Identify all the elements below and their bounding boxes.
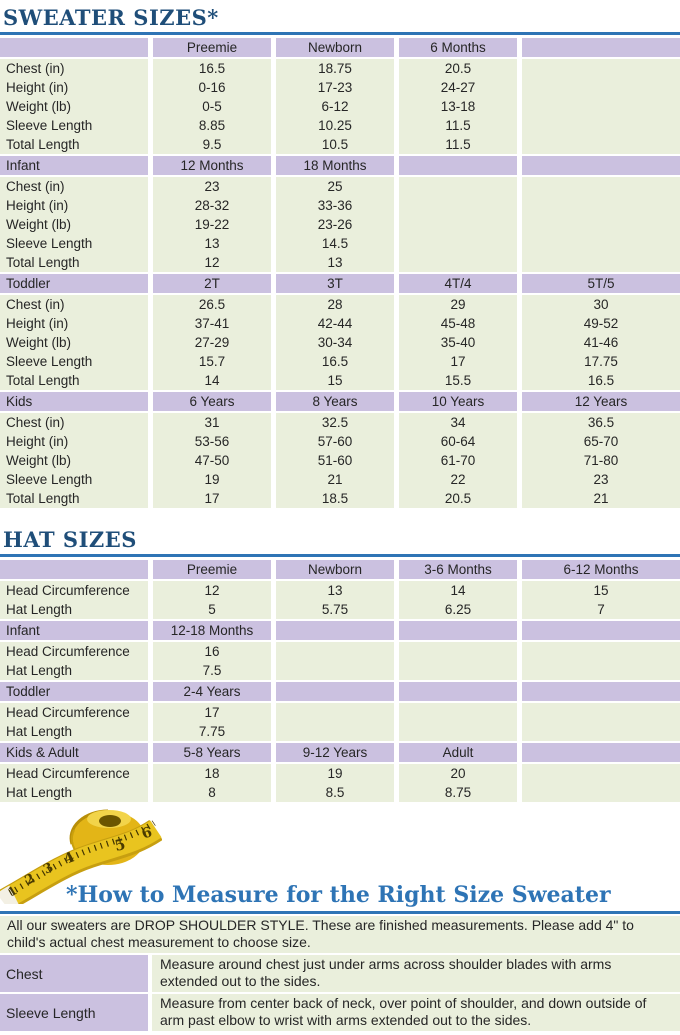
- intro-text: All our sweaters are DROP SHOULDER STYLE. These are finished measurements. Please add 4" to child's actual chest measurement to choose size.: [0, 916, 680, 953]
- value-cell: 20.5: [399, 489, 517, 508]
- column-header-cell: [522, 682, 680, 701]
- row-label-cell: Height (in): [0, 78, 148, 97]
- value-cell: 8.75: [399, 783, 517, 802]
- value-cell: 13: [276, 581, 394, 600]
- hat-size-table: [0, 560, 680, 802]
- value-cell: 49-52: [522, 314, 680, 333]
- section-label-cell: Infant: [0, 156, 148, 175]
- row-label-cell: Height (in): [0, 196, 148, 215]
- row-label-cell: Chest (in): [0, 59, 148, 78]
- value-cell: 13: [276, 253, 394, 272]
- value-cell: 37-41: [153, 314, 271, 333]
- column-header-cell: Newborn: [276, 560, 394, 579]
- table-row: [0, 78, 680, 97]
- value-cell: [522, 642, 680, 661]
- value-cell: 13-18: [399, 97, 517, 116]
- table-row: [0, 642, 680, 661]
- column-header-cell: [276, 621, 394, 640]
- value-cell: 17: [153, 703, 271, 722]
- value-cell: 8.85: [153, 116, 271, 135]
- value-cell: 65-70: [522, 432, 680, 451]
- value-cell: 45-48: [399, 314, 517, 333]
- value-cell: 24-27: [399, 78, 517, 97]
- tape-measure-image: [0, 804, 162, 904]
- column-header-cell: [399, 682, 517, 701]
- table-row: [0, 295, 680, 314]
- value-cell: 11.5: [399, 116, 517, 135]
- value-cell: [276, 642, 394, 661]
- row-label-cell: Total Length: [0, 253, 148, 272]
- section-label-cell: Kids: [0, 392, 148, 411]
- measure-row-label: Chest: [0, 955, 148, 992]
- value-cell: [399, 661, 517, 680]
- value-cell: 29: [399, 295, 517, 314]
- value-cell: 34: [399, 413, 517, 432]
- column-header-cell: 2T: [153, 274, 271, 293]
- table-section-header-row: [0, 156, 680, 175]
- value-cell: 17.75: [522, 352, 680, 371]
- value-cell: 17-23: [276, 78, 394, 97]
- row-label-cell: Sleeve Length: [0, 116, 148, 135]
- tape-number: 5: [113, 835, 128, 855]
- value-cell: 8.5: [276, 783, 394, 802]
- value-cell: [399, 177, 517, 196]
- row-label-cell: Total Length: [0, 371, 148, 390]
- table-row: [0, 600, 680, 619]
- row-label-cell: Head Circumference: [0, 703, 148, 722]
- column-header-cell: 5-8 Years: [153, 743, 271, 762]
- section-label-cell: [0, 38, 148, 57]
- tape-number: 6: [139, 824, 155, 843]
- value-cell: 20.5: [399, 59, 517, 78]
- tape-number: 2: [22, 870, 38, 889]
- value-cell: 23: [522, 470, 680, 489]
- row-label-cell: Chest (in): [0, 295, 148, 314]
- measure-row-text: Measure around chest just under arms across shoulder blades with arms extended out to the sides.: [152, 955, 680, 992]
- value-cell: [522, 783, 680, 802]
- value-cell: 10.25: [276, 116, 394, 135]
- measure-row: [0, 955, 680, 992]
- value-cell: [522, 661, 680, 680]
- value-cell: [399, 215, 517, 234]
- row-label-cell: Sleeve Length: [0, 470, 148, 489]
- table-section-header-row: [0, 560, 680, 579]
- row-label-cell: Hat Length: [0, 783, 148, 802]
- column-header-cell: Preemie: [153, 560, 271, 579]
- table-row: [0, 177, 680, 196]
- value-cell: 27-29: [153, 333, 271, 352]
- column-header-cell: 5T/5: [522, 274, 680, 293]
- table-row: [0, 135, 680, 154]
- value-cell: [522, 135, 680, 154]
- value-cell: 18: [153, 764, 271, 783]
- value-cell: [276, 703, 394, 722]
- row-label-cell: Head Circumference: [0, 642, 148, 661]
- sweater-sizes-title: SWEATER SIZES*: [3, 5, 219, 30]
- sweater-size-table: [0, 38, 680, 508]
- value-cell: 32.5: [276, 413, 394, 432]
- column-header-cell: Adult: [399, 743, 517, 762]
- value-cell: 60-64: [399, 432, 517, 451]
- measure-title: *How to Measure for the Right Size Sweater: [66, 882, 611, 908]
- value-cell: [522, 177, 680, 196]
- value-cell: 22: [399, 470, 517, 489]
- value-cell: 7.75: [153, 722, 271, 741]
- value-cell: 7.5: [153, 661, 271, 680]
- value-cell: [522, 234, 680, 253]
- column-header-cell: 12-18 Months: [153, 621, 271, 640]
- value-cell: 30: [522, 295, 680, 314]
- value-cell: [522, 764, 680, 783]
- how-to-measure-section: [0, 824, 680, 1031]
- value-cell: 15: [522, 581, 680, 600]
- table-section-header-row: [0, 38, 680, 57]
- value-cell: [276, 722, 394, 741]
- column-header-cell: 9-12 Years: [276, 743, 394, 762]
- column-header-cell: 3T: [276, 274, 394, 293]
- table-row: [0, 116, 680, 135]
- value-cell: 5.75: [276, 600, 394, 619]
- column-header-cell: 10 Years: [399, 392, 517, 411]
- value-cell: 6.25: [399, 600, 517, 619]
- value-cell: 36.5: [522, 413, 680, 432]
- value-cell: 21: [276, 470, 394, 489]
- value-cell: 14: [153, 371, 271, 390]
- hat-sizes-title: HAT SIZES: [3, 527, 137, 552]
- table-row: [0, 764, 680, 783]
- row-label-cell: Total Length: [0, 135, 148, 154]
- value-cell: 16.5: [276, 352, 394, 371]
- table-section-header-row: [0, 274, 680, 293]
- value-cell: 14: [399, 581, 517, 600]
- section-label-cell: [0, 560, 148, 579]
- value-cell: 30-34: [276, 333, 394, 352]
- value-cell: 25: [276, 177, 394, 196]
- column-header-cell: Newborn: [276, 38, 394, 57]
- measure-row: [0, 994, 680, 1031]
- value-cell: 16.5: [153, 59, 271, 78]
- value-cell: 16.5: [522, 371, 680, 390]
- value-cell: 11.5: [399, 135, 517, 154]
- value-cell: [522, 722, 680, 741]
- table-section-header-row: [0, 392, 680, 411]
- value-cell: [399, 703, 517, 722]
- value-cell: 14.5: [276, 234, 394, 253]
- measure-row-text: Measure from center back of neck, over point of shoulder, and down outside of arm past elbow to wrist with arms extended out to the sides.: [152, 994, 680, 1031]
- row-label-cell: Hat Length: [0, 600, 148, 619]
- column-header-cell: [276, 682, 394, 701]
- section-label-cell: Kids & Adult: [0, 743, 148, 762]
- value-cell: [522, 59, 680, 78]
- row-label-cell: Head Circumference: [0, 581, 148, 600]
- value-cell: 17: [153, 489, 271, 508]
- value-cell: 8: [153, 783, 271, 802]
- value-cell: 20: [399, 764, 517, 783]
- tape-number: 1: [5, 883, 20, 900]
- value-cell: [522, 253, 680, 272]
- value-cell: 15: [276, 371, 394, 390]
- value-cell: 41-46: [522, 333, 680, 352]
- column-header-cell: [522, 621, 680, 640]
- value-cell: 15.7: [153, 352, 271, 371]
- table-row: [0, 451, 680, 470]
- section-label-cell: Toddler: [0, 682, 148, 701]
- column-header-cell: [522, 156, 680, 175]
- value-cell: 21: [522, 489, 680, 508]
- tape-number: 4: [61, 849, 77, 868]
- value-cell: 19-22: [153, 215, 271, 234]
- value-cell: [399, 196, 517, 215]
- column-header-cell: [522, 38, 680, 57]
- sweater-title-rule: [0, 32, 680, 35]
- value-cell: 5: [153, 600, 271, 619]
- column-header-cell: 4T/4: [399, 274, 517, 293]
- value-cell: 28-32: [153, 196, 271, 215]
- row-label-cell: Weight (lb): [0, 333, 148, 352]
- row-label-cell: Weight (lb): [0, 215, 148, 234]
- value-cell: [522, 196, 680, 215]
- row-label-cell: Weight (lb): [0, 97, 148, 116]
- table-row: [0, 333, 680, 352]
- table-row: [0, 253, 680, 272]
- value-cell: 17: [399, 352, 517, 371]
- row-label-cell: Chest (in): [0, 177, 148, 196]
- table-section-header-row: [0, 621, 680, 640]
- value-cell: 0-5: [153, 97, 271, 116]
- table-section-header-row: [0, 743, 680, 762]
- measure-rows: [0, 916, 680, 1031]
- value-cell: 35-40: [399, 333, 517, 352]
- value-cell: [399, 642, 517, 661]
- table-row: [0, 722, 680, 741]
- value-cell: 61-70: [399, 451, 517, 470]
- table-row: [0, 196, 680, 215]
- column-header-cell: [522, 743, 680, 762]
- row-label-cell: Sleeve Length: [0, 234, 148, 253]
- row-label-cell: Height (in): [0, 432, 148, 451]
- value-cell: 6-12: [276, 97, 394, 116]
- table-row: [0, 703, 680, 722]
- section-label-cell: Toddler: [0, 274, 148, 293]
- value-cell: [276, 661, 394, 680]
- value-cell: 10.5: [276, 135, 394, 154]
- column-header-cell: 6 Months: [399, 38, 517, 57]
- row-label-cell: Hat Length: [0, 722, 148, 741]
- value-cell: 9.5: [153, 135, 271, 154]
- value-cell: 18.75: [276, 59, 394, 78]
- value-cell: [522, 703, 680, 722]
- value-cell: 26.5: [153, 295, 271, 314]
- column-header-cell: 6-12 Months: [522, 560, 680, 579]
- value-cell: 47-50: [153, 451, 271, 470]
- value-cell: [522, 215, 680, 234]
- table-row: [0, 371, 680, 390]
- value-cell: 28: [276, 295, 394, 314]
- row-label-cell: Sleeve Length: [0, 352, 148, 371]
- table-section-header-row: [0, 682, 680, 701]
- row-label-cell: Head Circumference: [0, 764, 148, 783]
- value-cell: [522, 116, 680, 135]
- value-cell: 53-56: [153, 432, 271, 451]
- table-row: [0, 352, 680, 371]
- table-row: [0, 783, 680, 802]
- column-header-cell: 8 Years: [276, 392, 394, 411]
- value-cell: [522, 78, 680, 97]
- value-cell: 19: [153, 470, 271, 489]
- value-cell: [522, 97, 680, 116]
- value-cell: 23-26: [276, 215, 394, 234]
- row-label-cell: Total Length: [0, 489, 148, 508]
- value-cell: [399, 253, 517, 272]
- section-label-cell: Infant: [0, 621, 148, 640]
- table-row: [0, 59, 680, 78]
- column-header-cell: 18 Months: [276, 156, 394, 175]
- value-cell: 0-16: [153, 78, 271, 97]
- value-cell: 16: [153, 642, 271, 661]
- row-label-cell: Chest (in): [0, 413, 148, 432]
- column-header-cell: 2-4 Years: [153, 682, 271, 701]
- row-label-cell: Hat Length: [0, 661, 148, 680]
- value-cell: 71-80: [522, 451, 680, 470]
- value-cell: 7: [522, 600, 680, 619]
- tape-number: 3: [41, 860, 56, 878]
- value-cell: 31: [153, 413, 271, 432]
- value-cell: 18.5: [276, 489, 394, 508]
- column-header-cell: 12 Years: [522, 392, 680, 411]
- value-cell: [399, 722, 517, 741]
- value-cell: [399, 234, 517, 253]
- column-header-cell: 3-6 Months: [399, 560, 517, 579]
- column-header-cell: [399, 621, 517, 640]
- value-cell: 33-36: [276, 196, 394, 215]
- value-cell: 23: [153, 177, 271, 196]
- value-cell: 51-60: [276, 451, 394, 470]
- value-cell: 57-60: [276, 432, 394, 451]
- measure-title-rule: [0, 911, 680, 914]
- row-label-cell: Weight (lb): [0, 451, 148, 470]
- table-row: [0, 489, 680, 508]
- table-row: [0, 234, 680, 253]
- value-cell: 42-44: [276, 314, 394, 333]
- table-row: [0, 581, 680, 600]
- value-cell: 12: [153, 253, 271, 272]
- table-row: [0, 413, 680, 432]
- column-header-cell: 6 Years: [153, 392, 271, 411]
- value-cell: 13: [153, 234, 271, 253]
- table-row: [0, 97, 680, 116]
- tape-coil-hole: [99, 815, 121, 827]
- table-row: [0, 215, 680, 234]
- value-cell: 15.5: [399, 371, 517, 390]
- value-cell: 19: [276, 764, 394, 783]
- measure-row-label: Sleeve Length: [0, 994, 148, 1031]
- table-row: [0, 314, 680, 333]
- table-row: [0, 661, 680, 680]
- column-header-cell: Preemie: [153, 38, 271, 57]
- column-header-cell: [399, 156, 517, 175]
- row-label-cell: Height (in): [0, 314, 148, 333]
- column-header-cell: 12 Months: [153, 156, 271, 175]
- hat-title-rule: [0, 554, 680, 557]
- table-row: [0, 432, 680, 451]
- value-cell: 12: [153, 581, 271, 600]
- table-row: [0, 470, 680, 489]
